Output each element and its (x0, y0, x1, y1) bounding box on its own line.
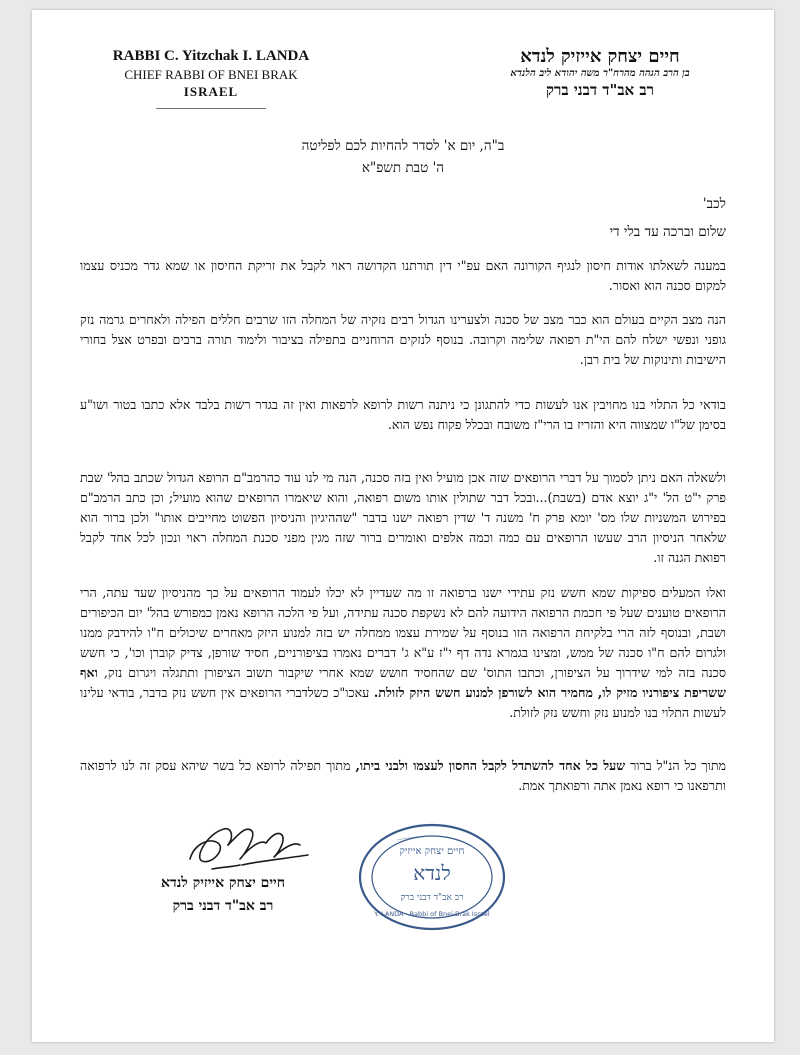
paragraph-obligation: בודאי כל התלוי בנו מחויבין אנו לעשות כדי להתגונן כי ניתנה רשות לרופא לרפאות ואין זה בגדר רשות בלבד אלא כתבו בטור ושו"ע בסימן של"ו שמצווה היא והזריז בו הרי"ז משובח ובכלל פקוח נפש הוא. (80, 397, 726, 432)
signature-title: רב אב"ד דבני ברק (172, 898, 274, 914)
stamp-top-text: חיים יצחק אייזיק (399, 846, 465, 857)
rabbi-title-he: רב אב"ד דבני ברק (545, 81, 655, 99)
conclusion-prayer: מתוך תפילה לרופא כל בשר שיהא עסק זה לנו לרפואה ותרפאנו כי רופא נאמן אתה ורפואתך אמת. (80, 758, 726, 793)
doubts-emphasis: ואף ששריפת ציפורניו מזיק לו, מחמיר הוא לשורפן למנוע חשש היזק לזולת. (80, 665, 727, 700)
paragraph-conclusion (80, 756, 726, 796)
paragraph-question: במענה לשאלתו אודות חיסון לנגיף הקורונה האם עפ"י דין תורתנו הקדושה ראוי לקבל את זריקת החיסון או שמא גדר מכניס עצמו למקום סכנה הוא ואסור. (80, 258, 726, 293)
stamp-rav-text: רב אב"ד דבני ברק (400, 893, 464, 903)
letterhead-english (106, 48, 316, 109)
paragraph-situation: הנה מצב הקיים בעולם הוא כבר מצב של סכנה ולצערינו הגדול רבים נזקיה של המחלה הזו שרבים חללים הפילה ולאחרים גרמה נזק גופני ונפשי ישלח להם הי"ת רפואה שלימה וקרובה. בנוסף לנזקים הרוחניים בתפילה בציבור ולימוד תורה ברבים ובפרט אצל בחורי הישיבות ותינוקות של בית רבן. (80, 312, 726, 367)
rabbi-title-en: CHIEF RABBI OF BNEI BRAK (124, 67, 298, 82)
conclusion-intro: מתוך כל הנ"ל ברור (625, 758, 726, 773)
letterhead-divider (156, 108, 266, 109)
doubts-conclusion: עאכו"כ כשלדברי הרופאים אין חשש נזק בדבר, בודאי עלינו לעשות התלוי בנו למנוע נזק וחשש נזק לזולת. (80, 685, 726, 720)
dateline-date: ה' טבת תשפ"א (361, 160, 445, 176)
greeting: שלום וברכה עד בלי די (609, 224, 726, 240)
rabbi-name-he: חיים יצחק אייזיק לנדא (520, 46, 680, 67)
paragraph-doubts (80, 583, 726, 723)
doubts-text: ואלו המעלים ספיקות שמא חשש נזק עתידי ישנו ברפואה זו מה שעדיין לא יכלו לעמוד הרופאים על כך מהניסיון שעד עתה, הרי הרופאים טוענים שעל פי חכמת הרפואה הידועה להם לא נשקפת סכנה עתידה, ועל פי הלכה הרופא נאמן כמפורש בהל' יום הכיפורים ושבת, ובנוסף לזה הרי בלקיחת הרפואה הזו בנוסף על שמירת עצמו ממחלה יש בזה למנוע היזק מאחרים שיכולים ח"ו להידבק ממנו ולגרום להם ח"ו סכנה של ממש, ומצינו בגמרא נדה דף י"ז ע"א ג' דברים נאמרו בציפורניים, חסיד שורפן, צדיק קוברן וכו', כי חשש סכנה בזה למי שידרוך על הציפורן, וכתבו התוס' שם שהחסיד חושש שמא אחרי שיקבור תשוב הציפורן ותתגלה ויגרום נזק, (80, 585, 726, 680)
letterhead-hebrew (460, 46, 740, 100)
country-en: ISRAEL (183, 84, 239, 99)
rabbi-name-en: RABBI C. Yitzchak I. LANDA (112, 48, 310, 64)
stamp-english-text: Y. LANDA · Rabbi of Bnei-Brak Israel (374, 910, 490, 918)
rabbinical-stamp (357, 822, 507, 932)
letter-page (32, 10, 774, 1042)
signature-name: חיים יצחק אייזיק לנדא (161, 875, 285, 891)
rabbi-lineage-he: בן הרב הגהה מהרח"ר משה יהודא ליב הלנדא (510, 68, 690, 79)
handwritten-signature (182, 815, 322, 877)
stamp-center-text: לנדא (413, 861, 451, 885)
conclusion-emphasis: שעל כל אחד להשתדל לקבל החסון לעצמו ולבני ביתו, (355, 758, 626, 773)
salutation: לכב' (702, 196, 726, 212)
dateline-weekday: ב"ה, יום א' לסדר להחיות לכם לפליטה (301, 138, 505, 154)
paragraph-rambam: ולשאלה האם ניתן לסמוך על דברי הרופאים שזה אכן מועיל ואין בזה סכנה, הנה מי לנו עוד כהרמב"ם הרופא הגדול שכתב בהל' שבת פרק י"ט הל' י"ג יוצא אדם (בשבת)...ובכל דבר שתולין אותו משום רפואה, והוא שיאמרו הרופאים שהוא מועיל; וכן כתב הרמב"ם בפירוש המשניות שלו מס' יומא פרק ח' משנה ד' שדין רפואה ישנו בדבר "שההיגיון והניסיון הפשוט מחייבים אותו" ולכן ברור הוא שלאחר הניסיון הרב שעשו הרופאים עם כמה וכמה אלפים ואומרים ברור שזה מגין מפני סכנת המחלה ראוי ונכון לכל אחד לקבל רפואת הגנה זו. (80, 470, 726, 565)
